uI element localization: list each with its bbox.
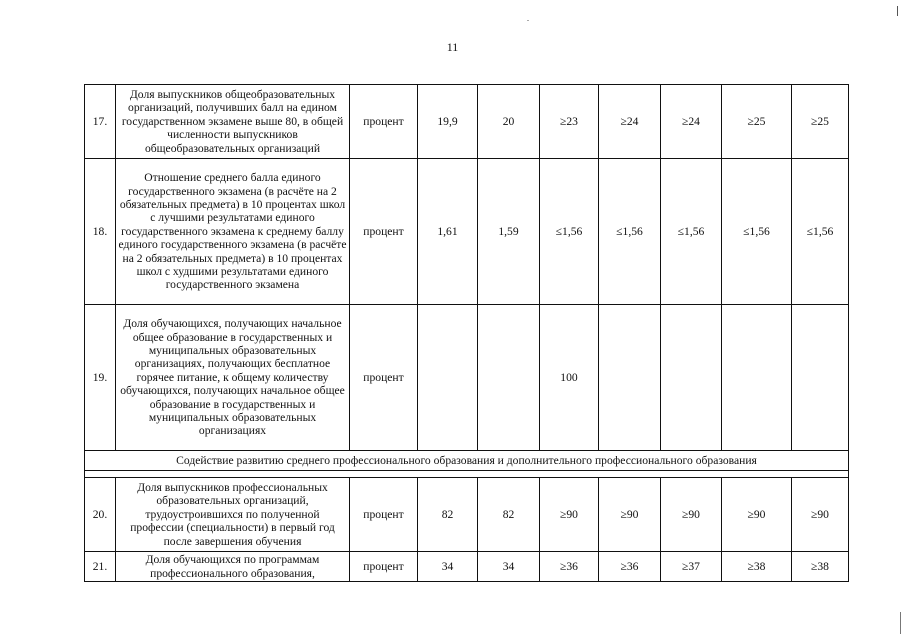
scan-artifact xyxy=(897,6,898,16)
value-cell: ≥90 xyxy=(661,478,722,552)
table-row xyxy=(85,159,849,305)
value-cell: 20 xyxy=(478,85,540,159)
value-cell: ≥90 xyxy=(722,478,792,552)
spacer-row xyxy=(85,471,849,478)
value-cell: 82 xyxy=(478,478,540,552)
row-number: 21. xyxy=(85,552,116,582)
value-cell xyxy=(418,305,478,451)
value-cell: ≥24 xyxy=(599,85,661,159)
value-cell: ≤1,56 xyxy=(722,159,792,305)
page-number: 11 xyxy=(446,40,459,54)
value-cell: ≥37 xyxy=(661,552,722,582)
value-cell xyxy=(599,305,661,451)
unit-cell: процент xyxy=(350,85,418,159)
value-cell: ≤1,56 xyxy=(792,159,849,305)
value-cell: ≥36 xyxy=(599,552,661,582)
value-cell: 1,59 xyxy=(478,159,540,305)
value-cell: ≥24 xyxy=(661,85,722,159)
value-cell: 34 xyxy=(418,552,478,582)
value-cell xyxy=(478,305,540,451)
value-cell: 82 xyxy=(418,478,478,552)
value-cell: ≥36 xyxy=(540,552,599,582)
scan-artifact xyxy=(900,612,901,634)
scan-artifact xyxy=(527,20,529,21)
value-cell: ≤1,56 xyxy=(661,159,722,305)
indicator-description: Доля выпускников общеобразовательных организаций, получивших балл на едином государственном экзамене выше 80, в общей численности выпускников общеобразовательных организаций xyxy=(116,85,350,159)
section-title: Содействие развитию среднего профессионального образования и дополнительного профессионального образования xyxy=(85,451,849,471)
indicator-description: Доля обучающихся по программам профессионального образования, xyxy=(116,552,350,582)
section-header-row xyxy=(85,451,849,471)
value-cell: 100 xyxy=(540,305,599,451)
value-cell: 1,61 xyxy=(418,159,478,305)
indicator-description: Отношение среднего балла единого государственного экзамена (в расчёте на 2 обязательных предмета) в 10 процентах школ с лучшими результатами единого государственного экзамена к среднему баллу единого государственного экзамена (в расчёте на 2 обязательных предмета) в 10 процентах школ с худшими результатами единого государственного экзамена xyxy=(116,159,350,305)
value-cell: ≥90 xyxy=(540,478,599,552)
row-number: 18. xyxy=(85,159,116,305)
value-cell: ≥25 xyxy=(722,85,792,159)
value-cell: ≥90 xyxy=(792,478,849,552)
indicator-description: Доля выпускников профессиональных образовательных организаций, трудоустроившихся по полученной профессии (специальности) в первый год после завершения обучения xyxy=(116,478,350,552)
table-row xyxy=(85,305,849,451)
table-row xyxy=(85,85,849,159)
value-cell xyxy=(661,305,722,451)
unit-cell: процент xyxy=(350,305,418,451)
value-cell xyxy=(792,305,849,451)
value-cell: ≥38 xyxy=(722,552,792,582)
unit-cell: процент xyxy=(350,478,418,552)
unit-cell: процент xyxy=(350,552,418,582)
value-cell: ≤1,56 xyxy=(540,159,599,305)
table-row xyxy=(85,478,849,552)
row-number: 17. xyxy=(85,85,116,159)
row-number: 19. xyxy=(85,305,116,451)
value-cell: 34 xyxy=(478,552,540,582)
unit-cell: процент xyxy=(350,159,418,305)
spacer-cell xyxy=(85,471,849,478)
value-cell xyxy=(722,305,792,451)
value-cell: ≥90 xyxy=(599,478,661,552)
value-cell: 19,9 xyxy=(418,85,478,159)
value-cell: ≤1,56 xyxy=(599,159,661,305)
table-row xyxy=(85,552,849,582)
indicators-table xyxy=(84,84,849,582)
value-cell: ≥38 xyxy=(792,552,849,582)
value-cell: ≥25 xyxy=(792,85,849,159)
value-cell: ≥23 xyxy=(540,85,599,159)
indicator-description: Доля обучающихся, получающих начальное общее образование в государственных и муниципальных образовательных организациях, получающих бесплатное горячее питание, к общему количеству обучающихся, получающих начальное общее образование в государственных и муниципальных образовательных организациях xyxy=(116,305,350,451)
row-number: 20. xyxy=(85,478,116,552)
